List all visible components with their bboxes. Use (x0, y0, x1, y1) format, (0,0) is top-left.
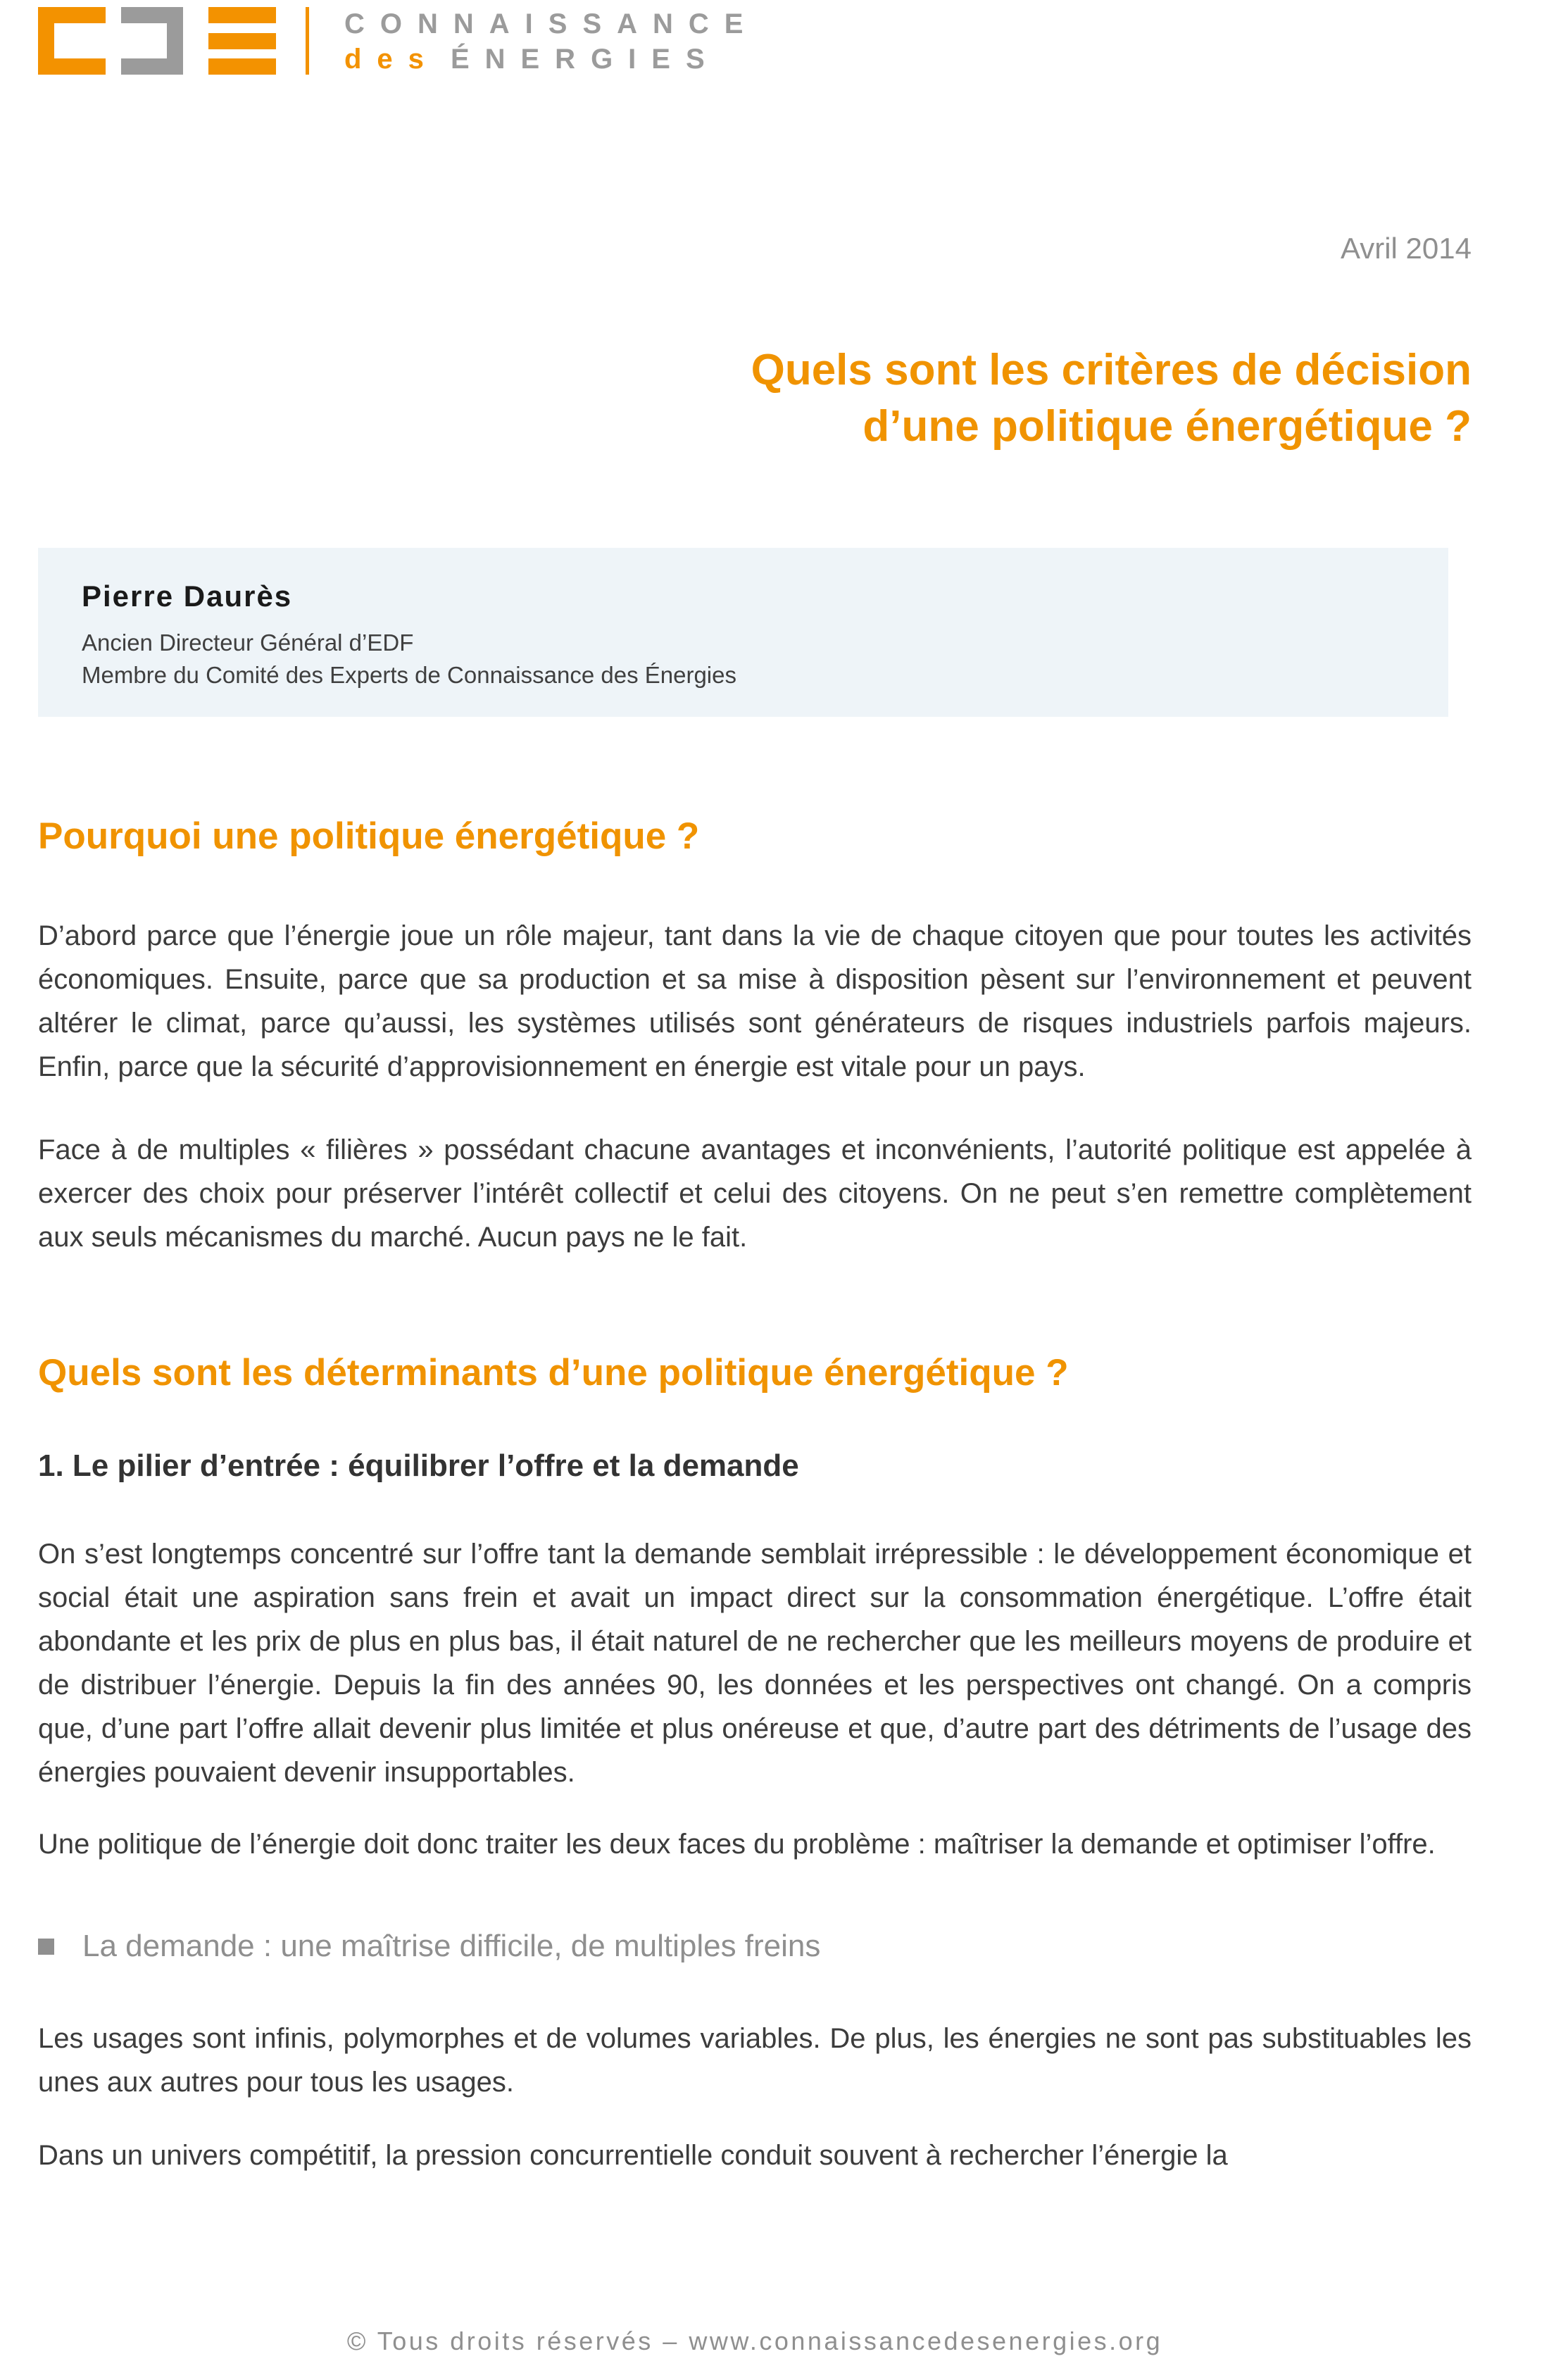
brand-header (38, 0, 1472, 75)
author-roles (82, 627, 1420, 691)
brand-name-line1: CONNAISSANCE (344, 8, 759, 39)
logo-divider (306, 7, 309, 75)
document-title-line2: d’une politique énergétique ? (863, 402, 1472, 451)
paragraph-1: D’abord parce que l’énergie joue un rôle majeur, tant dans la vie de chaque citoyen que pour toutes les activités économiques. Ensuite, parce que sa production et sa mise à disposition pèsent sur l’environnement et peuvent altérer le climat, parce qu’aussi, les systèmes utilisés sont générateurs de risques industriels parfois majeurs. Enfin, parce que la sécurité d’approvisionnement en énergie est vitale pour un pays. (38, 920, 1472, 1082)
author-role-2: Membre du Comité des Experts de Connaissance des Énergies (82, 662, 736, 688)
document-title (38, 342, 1472, 455)
section-heading-pourquoi: Pourquoi une politique énergétique ? (38, 815, 700, 857)
publication-date: Avril 2014 (1340, 232, 1472, 265)
brand-name-des: des (344, 44, 439, 75)
bullet-item-demande (38, 1927, 1472, 1966)
logo-d-glyph (121, 7, 183, 75)
logo-c-glyph (38, 7, 106, 75)
author-role-1: Ancien Directeur Général d’EDF (82, 630, 414, 656)
square-bullet-icon (38, 1939, 54, 1955)
section-heading-determinants: Quels sont les déterminants d’une politique énergétique ? (38, 1352, 1069, 1394)
brand-name-energies: ÉNERGIES (450, 44, 720, 75)
logo-e-glyph (208, 7, 276, 75)
subsection-heading-pilier: 1. Le pilier d’entrée : équilibrer l’offre et la demande (38, 1448, 799, 1483)
author-box (38, 548, 1448, 717)
brand-name (344, 7, 758, 75)
brand-name-line2 (344, 44, 758, 75)
paragraph-2: Face à de multiples « filières » possédant chacune avantages et inconvénients, l’autorité politique est appelée à exercer des choix pour préserver l’intérêt collectif et celui des citoyens. On ne peut s’en remettre complètement aux seuls mécanismes du marché. Aucun pays ne le fait. (38, 1134, 1472, 1253)
bullet-item-label: La demande : une maîtrise difficile, de multiples freins (82, 1929, 821, 1963)
paragraph-3: On s’est longtemps concentré sur l’offre tant la demande semblait irrépressible : le développement économique et social était une aspiration sans frein et avait un impact direct sur la consommation énergétique. L’offre était abondante et les prix de plus en plus bas, il était naturel de ne rechercher que les meilleurs moyens de produire et de distribuer l’énergie. Depuis la fin des années 90, les données et les perspectives ont changé. On a compris que, d’une part l’offre allait devenir plus limitée et plus onéreuse et que, d’autre part des détriments de l’usage des énergies pouvaient devenir insupportables. (38, 1539, 1472, 1788)
document-title-line1: Quels sont les critères de décision (751, 346, 1472, 394)
cde-logo-icon (38, 7, 276, 75)
author-name: Pierre Daurès (82, 580, 293, 613)
paragraph-5: Les usages sont infinis, polymorphes et de volumes variables. De plus, les énergies ne sont pas substituables les unes aux autres pour tous les usages. (38, 2023, 1472, 2098)
footer-copyright: © Tous droits réservés – www.connaissancedesenergies.org (346, 2327, 1163, 2355)
paragraph-4: Une politique de l’énergie doit donc traiter les deux faces du problème : maîtriser la demande et optimiser l’offre. (38, 1829, 1436, 1860)
paragraph-6: Dans un univers compétitif, la pression concurrentielle conduit souvent à rechercher l’énergie la (38, 2140, 1228, 2171)
